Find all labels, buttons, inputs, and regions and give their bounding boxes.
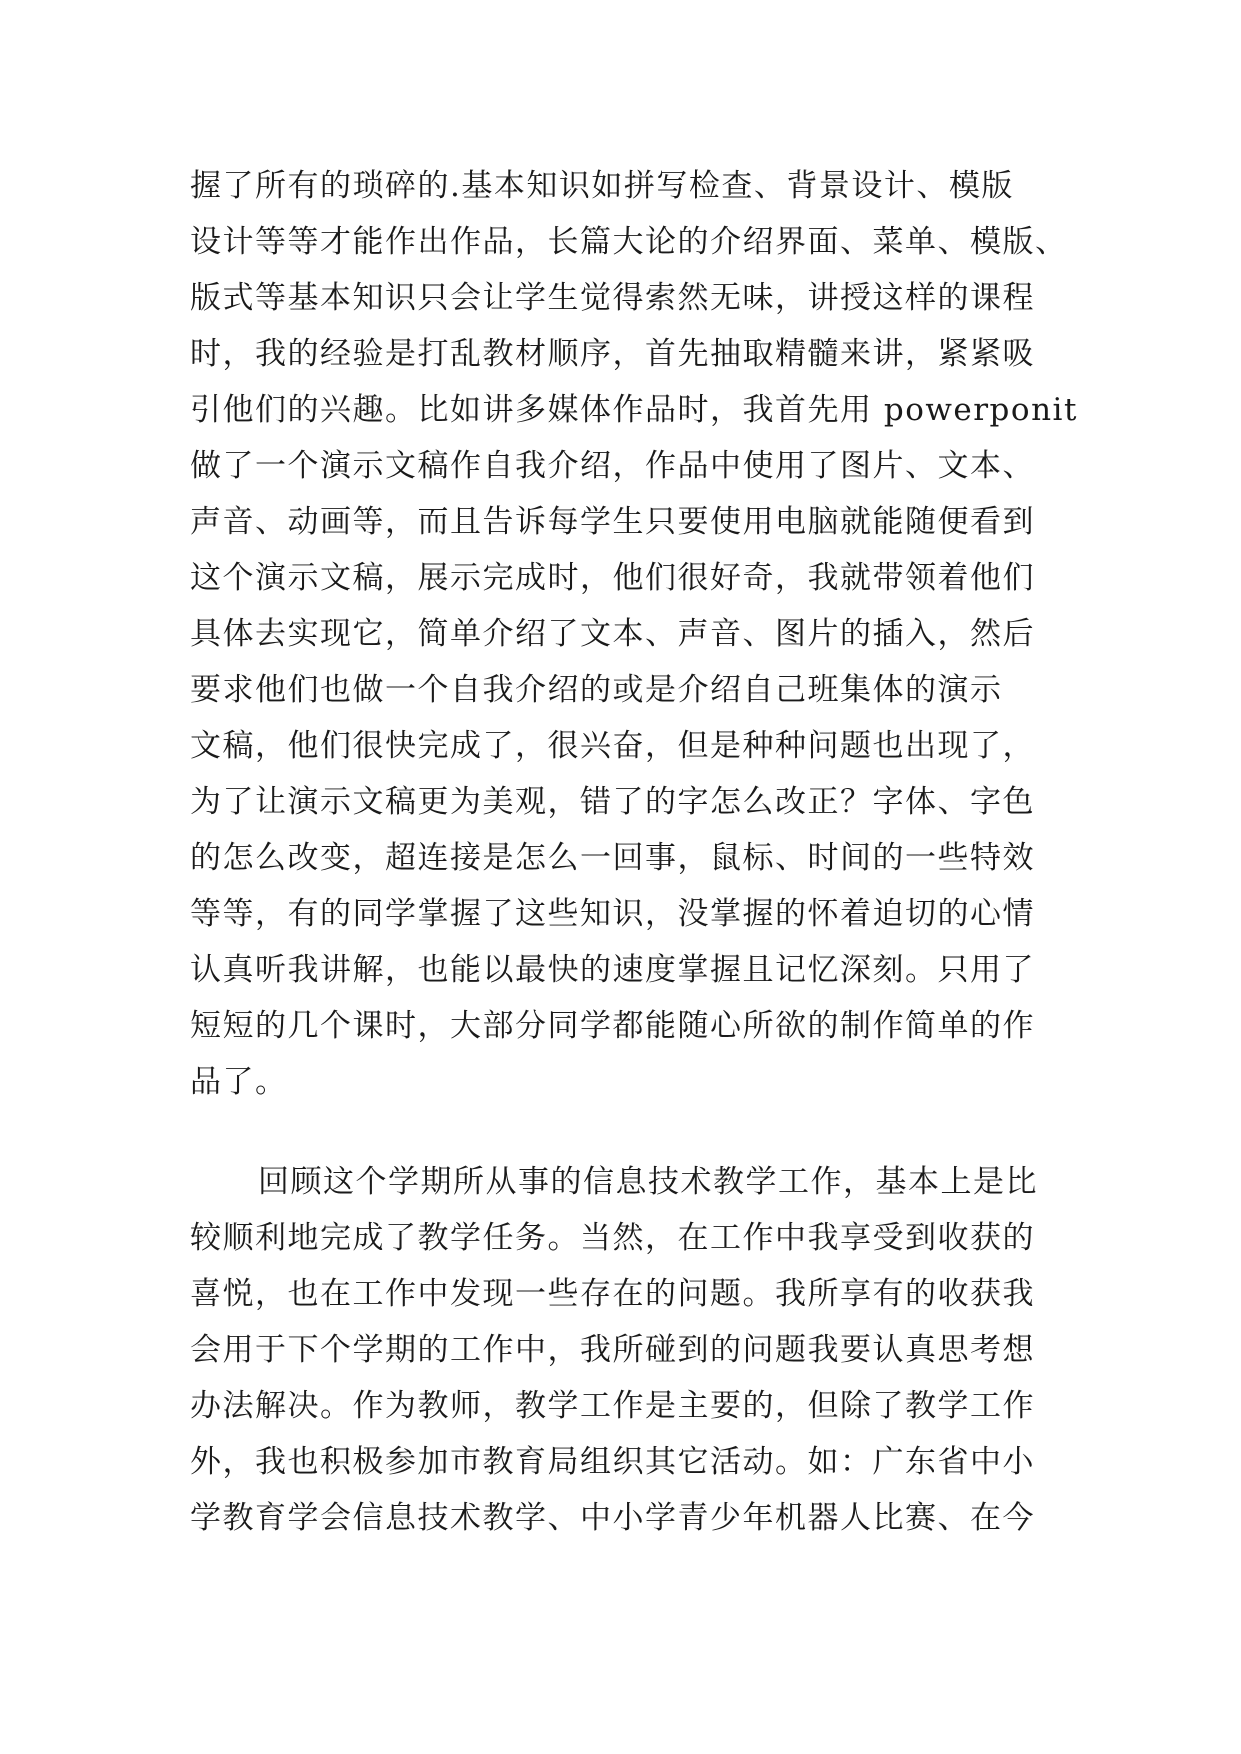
paragraph-2	[190, 1154, 1070, 1546]
text-line: 这个演示文稿，展示完成时，他们很好奇，我就带领着他们	[190, 560, 1035, 596]
text-line: 版式等基本知识只会让学生觉得索然无味，讲授这样的课程	[190, 280, 1035, 316]
text-line: 等等，有的同学掌握了这些知识，没掌握的怀着迫切的心情	[190, 896, 1035, 932]
text-line: 要求他们也做一个自我介绍的或是介绍自己班集体的演示	[190, 672, 1003, 708]
text-line-indented: 回顾这个学期所从事的信息技术教学工作，基本上是比	[258, 1164, 1038, 1200]
text-line: 设计等等才能作出作品，长篇大论的介绍界面、菜单、模版、	[190, 224, 1068, 260]
text-line: 外，我也积极参加市教育局组织其它活动。如：广东省中小	[190, 1444, 1035, 1480]
text-line: 喜悦，也在工作中发现一些存在的问题。我所享有的收获我	[190, 1276, 1035, 1312]
text-line: 做了一个演示文稿作自我介绍，作品中使用了图片、文本、	[190, 448, 1035, 484]
text-line: 文稿，他们很快完成了，很兴奋，但是种种问题也出现了，	[190, 728, 1035, 764]
text-line: 短短的几个课时，大部分同学都能随心所欲的制作简单的作	[190, 1008, 1035, 1044]
text-line: 认真听我讲解，也能以最快的速度掌握且记忆深刻。只用了	[190, 952, 1035, 988]
text-line: 品了。	[190, 1064, 288, 1100]
text-line: 学教育学会信息技术教学、中小学青少年机器人比赛、在今	[190, 1500, 1035, 1536]
text-line: 握了所有的琐碎的.基本知识如拼写检查、背景设计、模版	[190, 168, 1014, 204]
text-line: 具体去实现它，简单介绍了文本、声音、图片的插入，然后	[190, 616, 1035, 652]
text-line: 办法解决。作为教师，教学工作是主要的，但除了教学工作	[190, 1388, 1035, 1424]
text-line: 较顺利地完成了教学任务。当然，在工作中我享受到收获的	[190, 1220, 1035, 1256]
text-line: 会用于下个学期的工作中，我所碰到的问题我要认真思考想	[190, 1332, 1035, 1368]
text-line: 为了让演示文稿更为美观，错了的字怎么改正？字体、字色	[190, 784, 1035, 820]
text-line: 时，我的经验是打乱教材顺序，首先抽取精髓来讲，紧紧吸	[190, 336, 1035, 372]
text-line: 引他们的兴趣。比如讲多媒体作品时，我首先用 powerponit	[190, 392, 1078, 428]
paragraph-1	[190, 158, 1078, 1110]
text-line: 声音、动画等，而且告诉每学生只要使用电脑就能随便看到	[190, 504, 1035, 540]
text-line: 的怎么改变，超连接是怎么一回事，鼠标、时间的一些特效	[190, 840, 1035, 876]
